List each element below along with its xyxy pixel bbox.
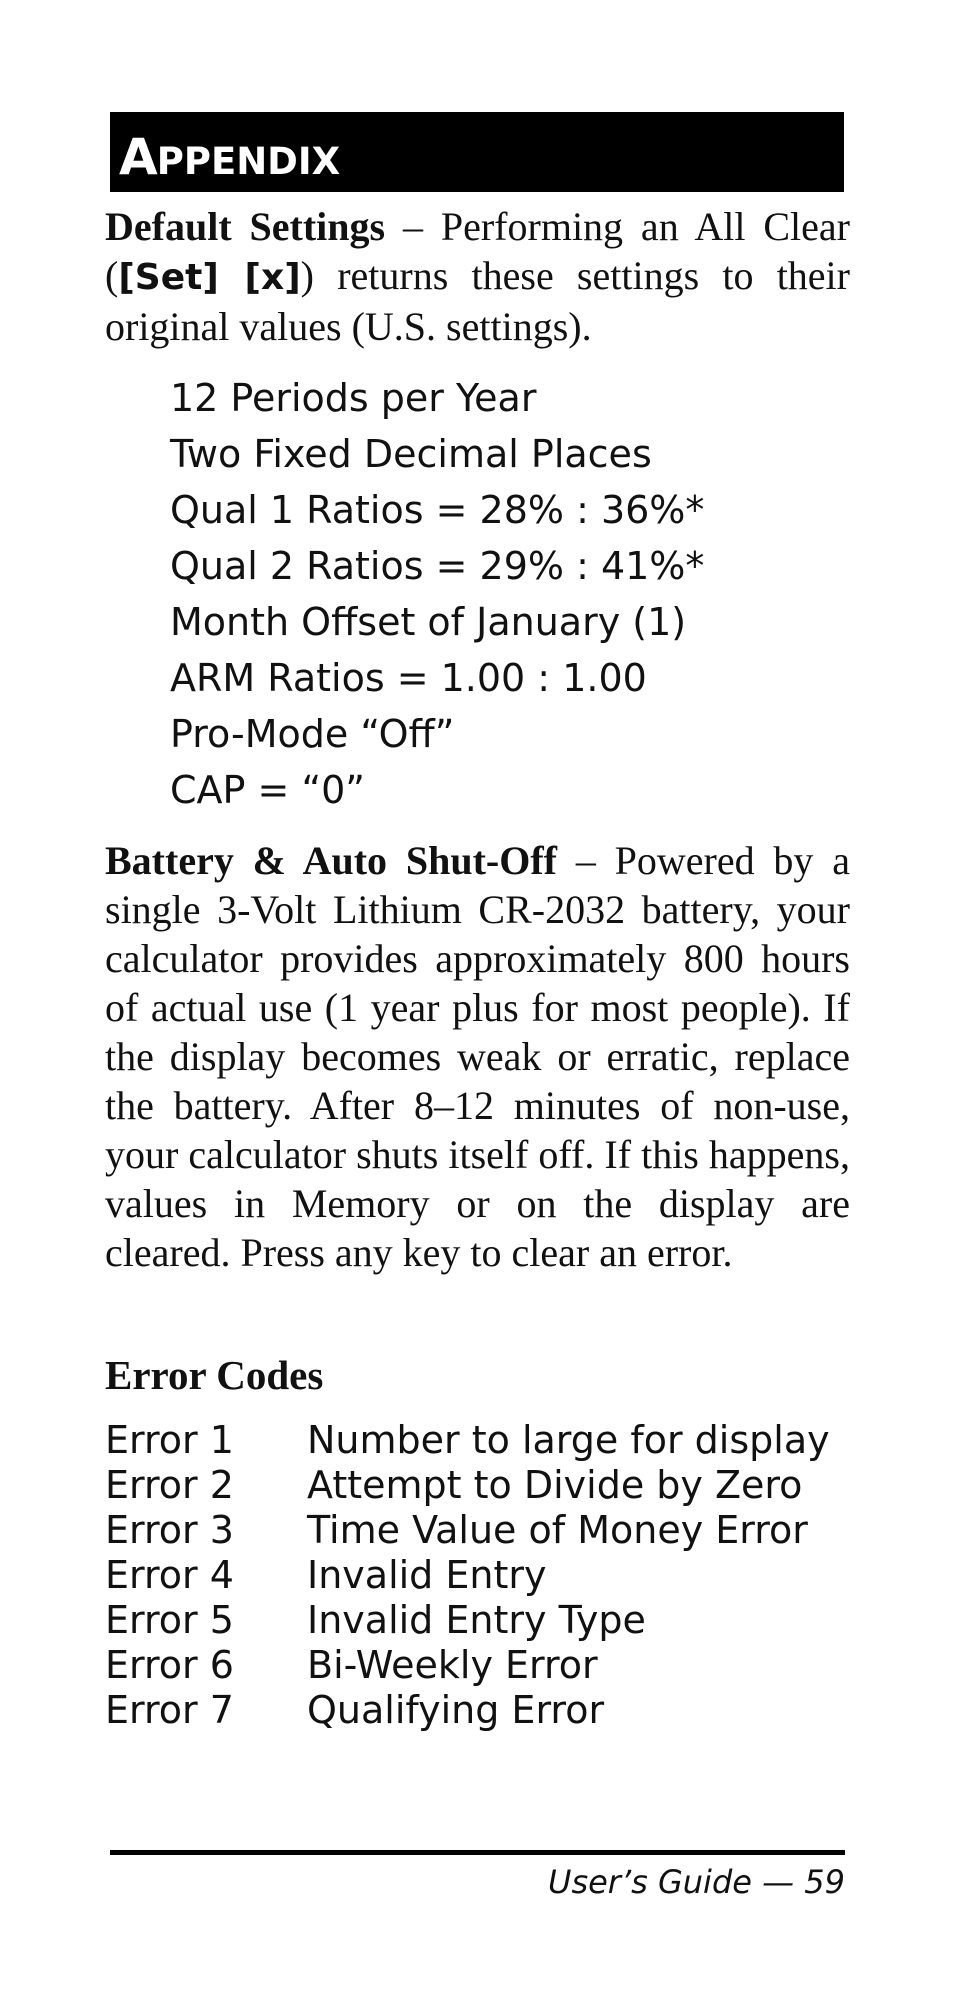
settings-item: CAP = “0” <box>170 768 365 812</box>
error-row <box>105 1688 830 1733</box>
error-description: Number to large for display <box>307 1418 830 1462</box>
settings-item: Qual 1 Ratios = 28% : 36%* <box>170 488 705 532</box>
default-settings-intro-1: – Performing an All Clear ( <box>105 204 850 298</box>
default-settings-intro-2: ) returns these settings to their original values (U.S. settings). <box>105 253 850 349</box>
error-description: Invalid Entry <box>307 1553 547 1597</box>
error-row <box>105 1418 830 1463</box>
header-title-initial: A <box>119 128 157 186</box>
header-title-rest: PPENDIX <box>156 140 341 183</box>
error-description: Bi-Weekly Error <box>307 1643 598 1687</box>
error-code: Error 5 <box>105 1598 234 1642</box>
error-code: Error 4 <box>105 1553 234 1597</box>
error-codes-list <box>105 1418 830 1733</box>
error-code: Error 6 <box>105 1643 234 1687</box>
settings-item: ARM Ratios = 1.00 : 1.00 <box>170 656 647 700</box>
settings-item: Qual 2 Ratios = 29% : 41%* <box>170 544 705 588</box>
settings-item: Two Fixed Decimal Places <box>170 432 652 476</box>
settings-item: Pro-Mode “Off” <box>170 712 455 756</box>
error-description: Invalid Entry Type <box>307 1598 646 1642</box>
error-row <box>105 1643 830 1688</box>
error-description: Attempt to Divide by Zero <box>307 1463 803 1507</box>
error-row <box>105 1508 830 1553</box>
default-settings-paragraph <box>105 202 850 351</box>
error-code: Error 2 <box>105 1463 234 1507</box>
battery-paragraph <box>105 836 850 1277</box>
error-description: Qualifying Error <box>307 1688 605 1732</box>
settings-item: 12 Periods per Year <box>170 376 537 420</box>
default-settings-list <box>170 370 704 818</box>
error-code: Error 1 <box>105 1418 234 1462</box>
footer-page-label: User’s Guide — 59 <box>548 1863 845 1901</box>
settings-item: Month Offset of January (1) <box>170 600 687 644</box>
error-code: Error 7 <box>105 1688 234 1732</box>
appendix-header-bar <box>110 112 844 192</box>
error-row <box>105 1598 830 1643</box>
battery-heading: Battery & Auto Shut-Off <box>105 838 557 883</box>
battery-text: – Powered by a single 3-Volt Lithium CR-2032 battery, your calculator provides approximately 800 hours of actual use (1 year plus for most people). If the display becomes weak or erratic, replace the battery. After 8–12 minutes of non-use, your calculator shuts itself off. If this happens, values in Memory or on the display are cleared. Press any key to clear an error. <box>105 838 851 1275</box>
error-description: Time Value of Money Error <box>307 1508 808 1552</box>
all-clear-keys: [Set] [x] <box>118 257 301 298</box>
error-row <box>105 1463 830 1508</box>
error-codes-heading: Error Codes <box>105 1352 324 1398</box>
error-code: Error 3 <box>105 1508 234 1552</box>
default-settings-heading: Default Settings <box>105 204 386 249</box>
error-row <box>105 1553 830 1598</box>
footer-divider <box>110 1850 845 1855</box>
